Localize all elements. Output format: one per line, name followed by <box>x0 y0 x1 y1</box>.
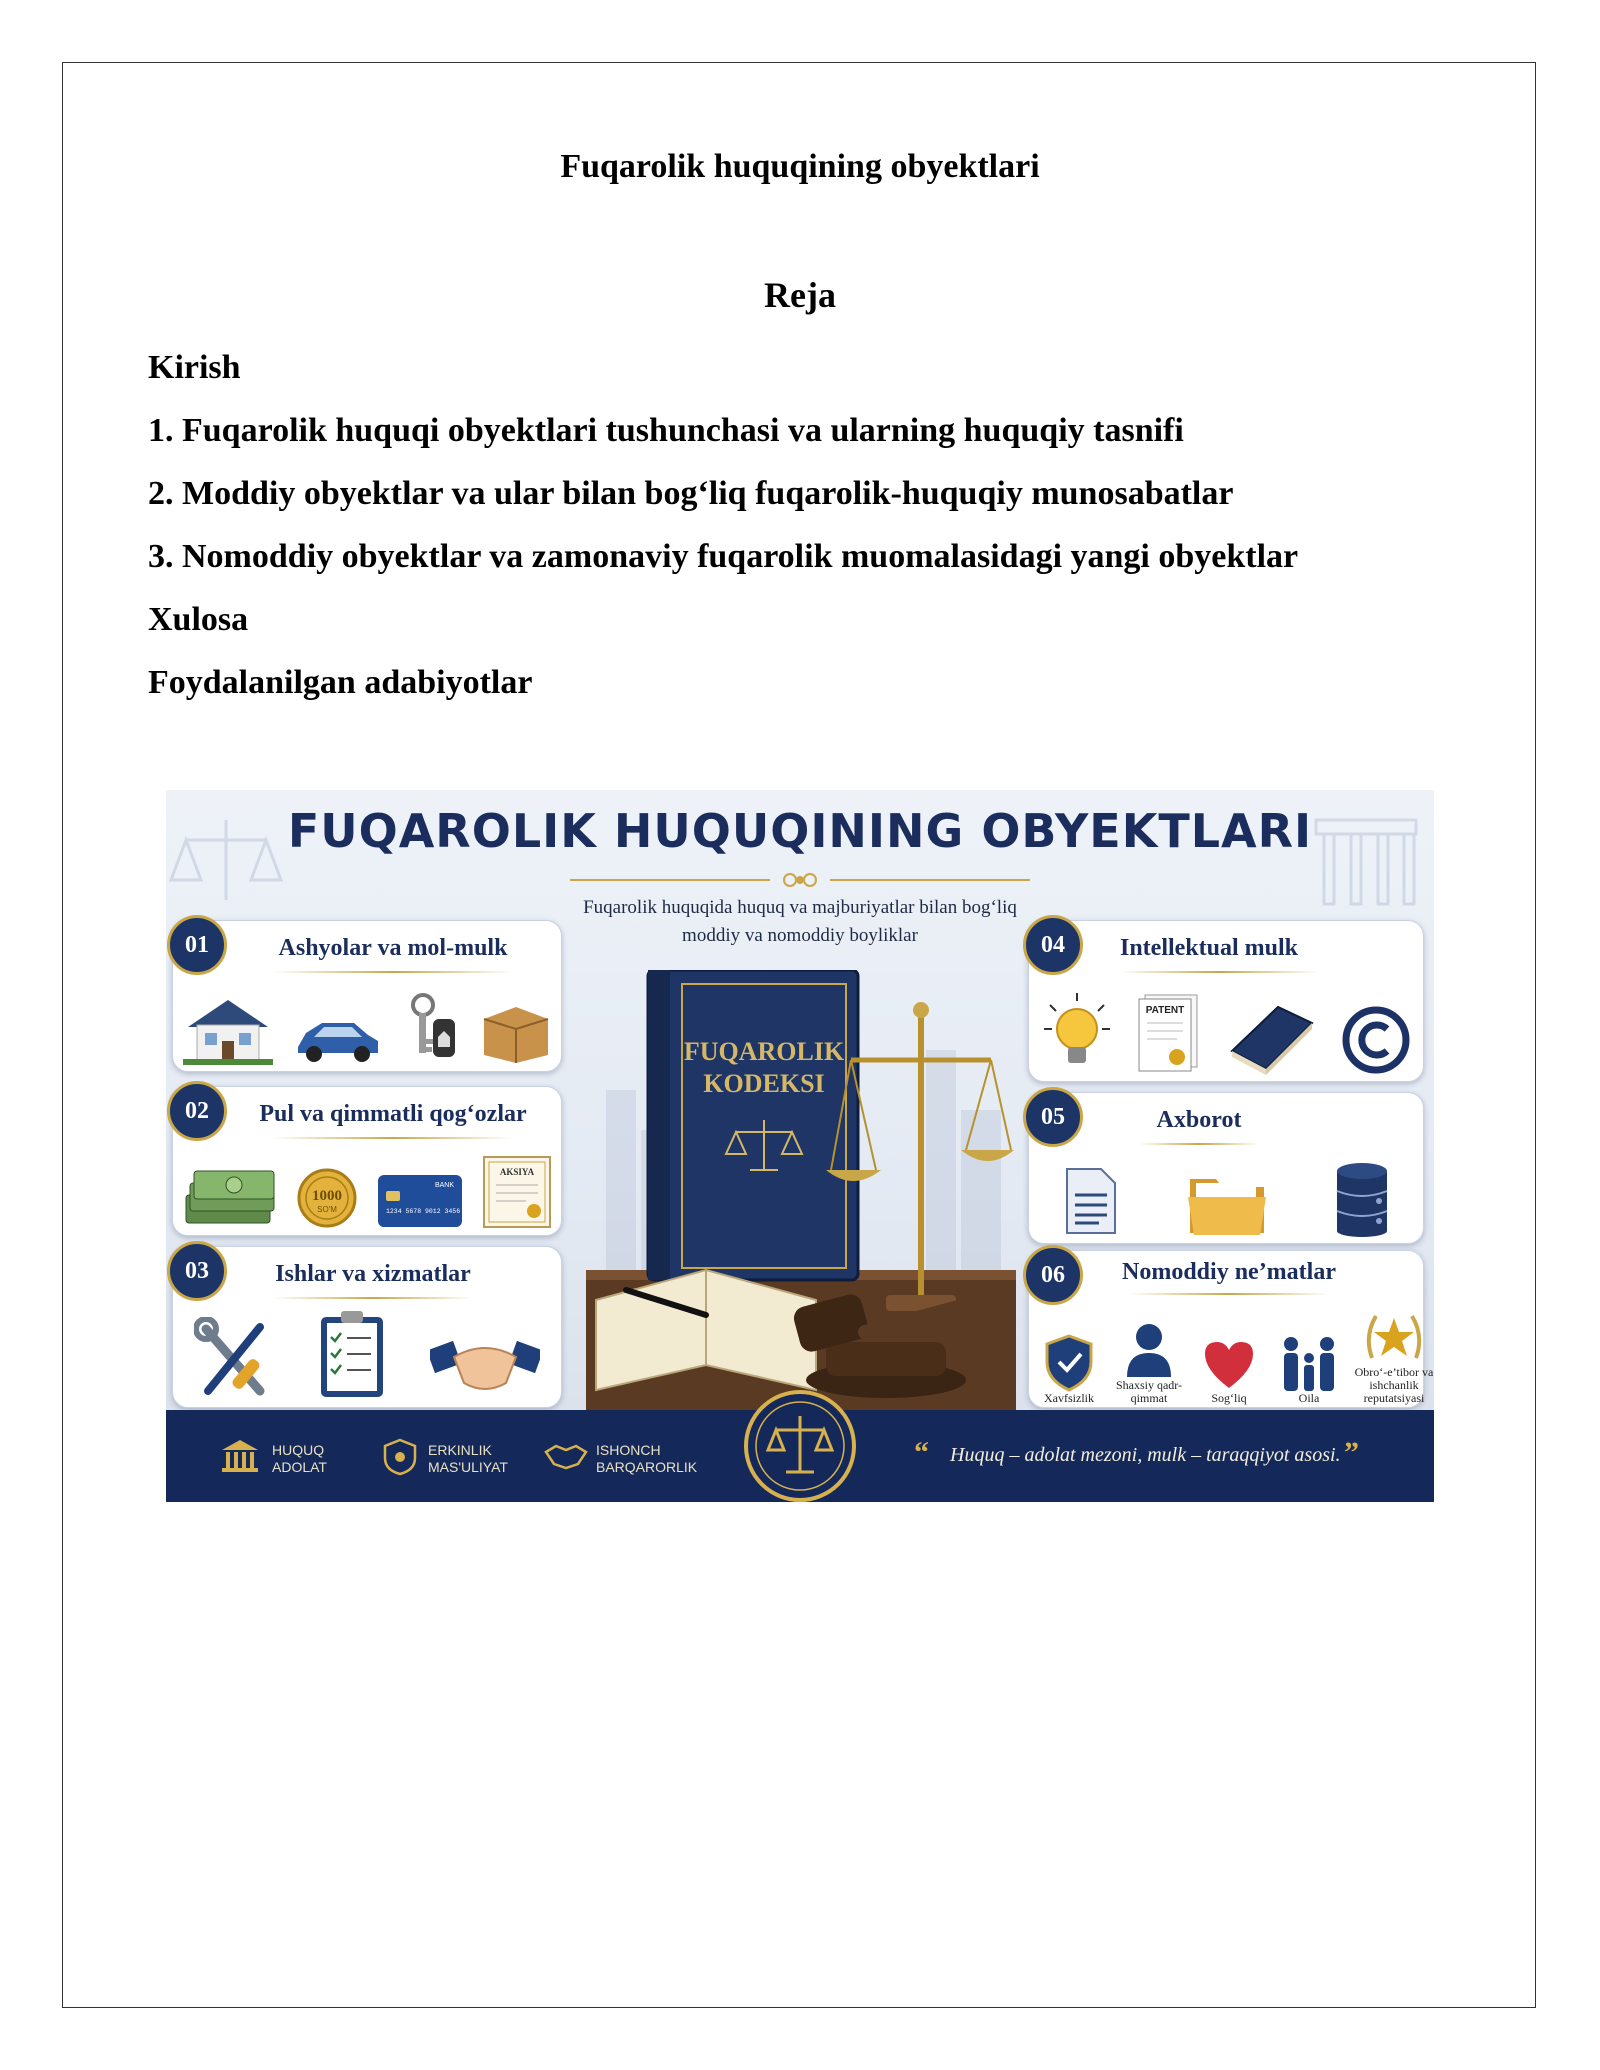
footer-item-freedom-responsibility: ERKINLIK MAS'ULIYAT <box>428 1442 508 1475</box>
book-title-line-2: KODEKSI <box>703 1069 825 1098</box>
coin-icon <box>296 1167 358 1229</box>
copyright-icon <box>1341 1005 1411 1075</box>
card-title-money-securities: Pul va qimmatli qog‘ozlar <box>259 1101 527 1127</box>
folder-icon <box>1186 1169 1268 1237</box>
plan-title: Reja <box>764 275 836 315</box>
plan-item-intro: Kirish <box>148 349 241 386</box>
central-illustration <box>586 970 1016 1410</box>
handshake-outline-icon <box>544 1440 588 1472</box>
bank-card-number: 1234 5678 9012 3456 <box>386 1208 461 1215</box>
caption-dignity: Shaxsiy qadr-qimmat <box>1115 1378 1183 1405</box>
coin-value: 1000 <box>312 1188 342 1204</box>
card-title-intangible-goods: Nomoddiy ne’matlar <box>1122 1259 1336 1285</box>
card-title-intellectual-property: Intellektual mulk <box>1119 935 1299 961</box>
infographic-subtitle <box>546 894 1054 950</box>
plan-item-3: 3. Nomoddiy obyektlar va zamonaviy fuqarolik muomalasidagi yangi obyektlar <box>148 538 1299 575</box>
certificate-label: AKSIYA <box>499 1167 535 1177</box>
heart-icon <box>1201 1338 1257 1392</box>
card-objects-property <box>172 920 562 1072</box>
card-title-works-services: Ishlar va xizmatlar <box>275 1261 471 1287</box>
person-icon <box>1123 1321 1175 1379</box>
card-number-06: 06 <box>1023 1245 1083 1305</box>
box-icon <box>480 1003 552 1065</box>
book-icon <box>1226 1001 1316 1075</box>
bank-card-icon <box>376 1173 464 1229</box>
card-number-02: 02 <box>167 1081 227 1141</box>
bank-card-brand: BANK <box>434 1182 454 1189</box>
lightbulb-icon <box>1042 991 1112 1075</box>
share-certificate-icon <box>482 1155 552 1229</box>
infographic <box>166 790 1434 1502</box>
caption-reputation: Obro‘-e’tibor va ishchanlik reputatsiyasi <box>1354 1365 1434 1405</box>
card-number-05: 05 <box>1023 1087 1083 1147</box>
card-title-objects-property: Ashyolar va mol-mulk <box>278 935 508 961</box>
subtitle-line-2: moddiy va nomoddiy boyliklar <box>682 925 918 946</box>
book-icon <box>648 970 858 1280</box>
shield-icon <box>1043 1334 1095 1392</box>
caption-health: Sog‘liq <box>1211 1391 1247 1405</box>
card-information <box>1028 1092 1424 1244</box>
coin-currency: SO'M <box>317 1205 337 1214</box>
card-intangible-goods <box>1028 1250 1434 1408</box>
checklist-icon <box>317 1309 387 1401</box>
document-icon <box>1061 1165 1121 1237</box>
money-icon <box>182 1165 278 1229</box>
quote-close-mark: ” <box>1344 1436 1359 1469</box>
card-works-services <box>172 1246 562 1408</box>
footer-quote: Huquq – adolat mezoni, mulk – taraqqiyot asosi. <box>950 1444 1341 1466</box>
title-ornament <box>570 870 1030 890</box>
plan-list <box>148 336 1488 714</box>
card-number-04: 04 <box>1023 915 1083 975</box>
card-number-01: 01 <box>167 915 227 975</box>
patent-label: PATENT <box>1145 1005 1184 1016</box>
plan-item-references: Foydalanilgan adabiyotlar <box>148 664 533 701</box>
plan-item-conclusion: Xulosa <box>148 601 249 638</box>
caption-family: Oila <box>1298 1391 1320 1405</box>
card-number-03: 03 <box>167 1241 227 1301</box>
handshake-icon <box>430 1331 540 1401</box>
quote-open-mark: “ <box>914 1436 929 1469</box>
subtitle-line-1: Fuqarolik huquqida huquq va majburiyatlar bilan bog‘liq <box>583 897 1017 918</box>
courthouse-icon <box>220 1438 260 1474</box>
scales-emblem-icon <box>740 1386 860 1502</box>
footer-item-law-justice: HUQUQ ADOLAT <box>272 1442 327 1475</box>
tools-icon <box>194 1317 274 1401</box>
card-title-information: Axborot <box>1156 1107 1242 1133</box>
plan-item-2: 2. Moddiy obyektlar va ular bilan bog‘liq fuqarolik-huquqiy munosabatlar <box>148 475 1234 512</box>
document-title: Fuqarolik huquqining obyektlari <box>560 148 1040 185</box>
caption-security: Xavfsizlik <box>1044 1391 1094 1405</box>
card-money-securities <box>172 1086 562 1236</box>
patent-icon <box>1137 991 1201 1075</box>
car-icon <box>292 1009 382 1065</box>
database-icon <box>1333 1161 1391 1237</box>
shield-outline-icon <box>382 1438 418 1476</box>
infographic-title: FUQAROLIK HUQUQINING OBYEKTLARI <box>287 804 1313 858</box>
house-icon <box>183 995 273 1065</box>
family-icon <box>1277 1334 1341 1392</box>
book-title-line-1: FUQAROLIK <box>683 1037 845 1066</box>
star-laurel-icon <box>1362 1308 1426 1366</box>
keys-icon <box>401 991 461 1065</box>
plan-item-1: 1. Fuqarolik huquqi obyektlari tushunchasi va ularning huquqiy tasnifi <box>148 412 1184 449</box>
footer-item-trust-stability: ISHONCH BARQARORLIK <box>596 1442 698 1475</box>
card-intellectual-property <box>1028 920 1424 1082</box>
